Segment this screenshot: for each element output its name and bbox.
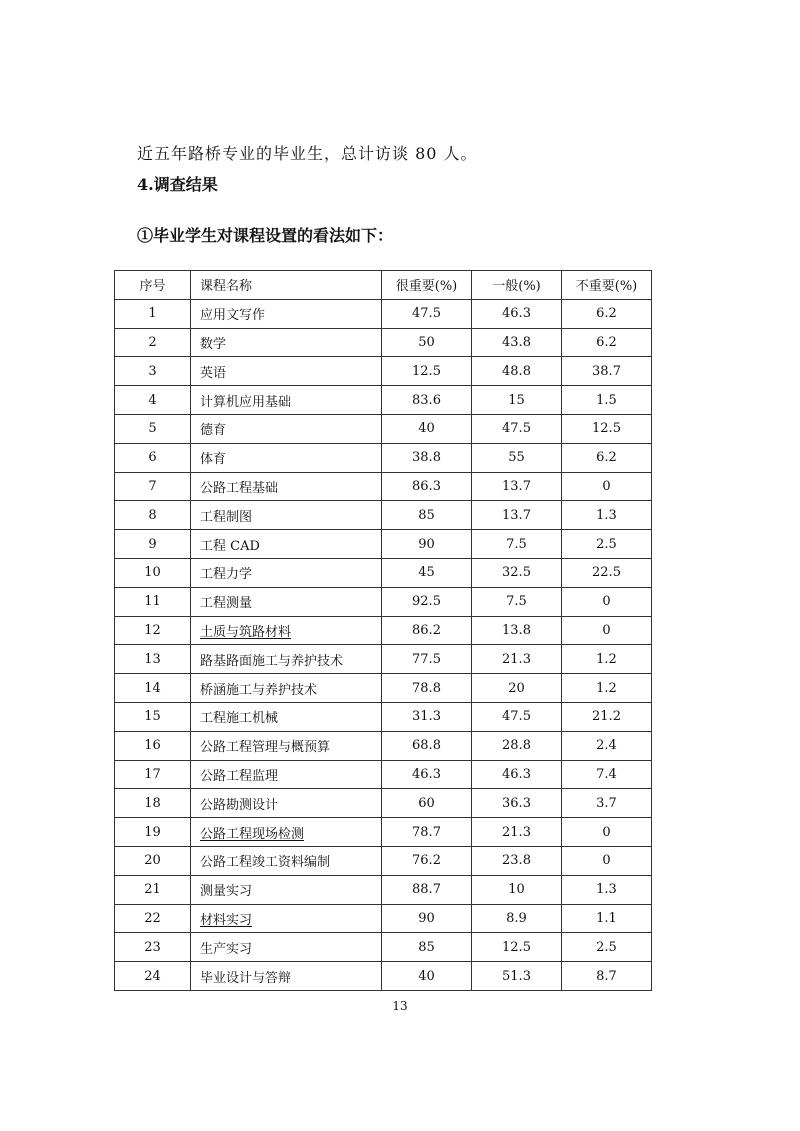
row-very-important: 88.7 bbox=[382, 875, 472, 904]
row-index: 7 bbox=[115, 472, 191, 501]
row-course-name: 公路工程管理与概预算 bbox=[191, 731, 382, 760]
intro-text: 近五年路桥专业的毕业生，总计访谈 80 人。 bbox=[137, 144, 478, 163]
row-normal: 12.5 bbox=[472, 933, 562, 962]
row-very-important: 60 bbox=[382, 789, 472, 818]
header-very-important: 很重要(%) bbox=[382, 271, 472, 300]
row-index: 23 bbox=[115, 933, 191, 962]
row-normal: 55 bbox=[472, 443, 562, 472]
row-not-important: 1.2 bbox=[562, 645, 652, 674]
row-very-important: 46.3 bbox=[382, 760, 472, 789]
row-index: 1 bbox=[115, 299, 191, 328]
row-index: 11 bbox=[115, 587, 191, 616]
table-row bbox=[115, 818, 652, 847]
row-normal: 7.5 bbox=[472, 587, 562, 616]
row-very-important: 92.5 bbox=[382, 587, 472, 616]
row-very-important: 45 bbox=[382, 558, 472, 587]
row-normal: 21.3 bbox=[472, 818, 562, 847]
row-index: 9 bbox=[115, 530, 191, 559]
row-not-important: 1.2 bbox=[562, 674, 652, 703]
row-very-important: 86.3 bbox=[382, 472, 472, 501]
row-very-important: 12.5 bbox=[382, 357, 472, 386]
row-course-name: 毕业设计与答辩 bbox=[191, 962, 382, 991]
row-not-important: 6.2 bbox=[562, 299, 652, 328]
row-index: 18 bbox=[115, 789, 191, 818]
page-number: 13 bbox=[392, 999, 408, 1013]
row-very-important: 90 bbox=[382, 530, 472, 559]
row-index: 4 bbox=[115, 386, 191, 415]
row-very-important: 78.8 bbox=[382, 674, 472, 703]
row-very-important: 40 bbox=[382, 414, 472, 443]
row-course-name: 体育 bbox=[191, 443, 382, 472]
row-normal: 15 bbox=[472, 386, 562, 415]
row-very-important: 40 bbox=[382, 962, 472, 991]
row-course-name: 公路勘测设计 bbox=[191, 789, 382, 818]
row-not-important: 0 bbox=[562, 587, 652, 616]
course-survey-table bbox=[114, 270, 652, 991]
row-very-important: 85 bbox=[382, 501, 472, 530]
table-row bbox=[115, 846, 652, 875]
row-normal: 36.3 bbox=[472, 789, 562, 818]
row-not-important: 2.5 bbox=[562, 933, 652, 962]
row-index: 6 bbox=[115, 443, 191, 472]
row-normal: 13.7 bbox=[472, 472, 562, 501]
table-row bbox=[115, 299, 652, 328]
row-normal: 47.5 bbox=[472, 414, 562, 443]
row-course-name: 公路工程基础 bbox=[191, 472, 382, 501]
table-row bbox=[115, 530, 652, 559]
row-normal: 51.3 bbox=[472, 962, 562, 991]
row-not-important: 12.5 bbox=[562, 414, 652, 443]
row-very-important: 50 bbox=[382, 328, 472, 357]
row-normal: 43.8 bbox=[472, 328, 562, 357]
row-course-name: 生产实习 bbox=[191, 933, 382, 962]
row-very-important: 90 bbox=[382, 904, 472, 933]
row-not-important: 3.7 bbox=[562, 789, 652, 818]
row-course-name: 工程 CAD bbox=[191, 530, 382, 559]
row-not-important: 7.4 bbox=[562, 760, 652, 789]
row-very-important: 68.8 bbox=[382, 731, 472, 760]
row-not-important: 38.7 bbox=[562, 357, 652, 386]
header-course-name: 课程名称 bbox=[191, 271, 382, 300]
row-index: 8 bbox=[115, 501, 191, 530]
table-row bbox=[115, 328, 652, 357]
table-row bbox=[115, 962, 652, 991]
row-course-name: 德育 bbox=[191, 414, 382, 443]
row-not-important: 1.1 bbox=[562, 904, 652, 933]
row-normal: 21.3 bbox=[472, 645, 562, 674]
row-course-name: 土质与筑路材料 bbox=[191, 616, 382, 645]
row-not-important: 0 bbox=[562, 846, 652, 875]
row-very-important: 31.3 bbox=[382, 702, 472, 731]
row-normal: 10 bbox=[472, 875, 562, 904]
row-course-name: 公路工程竣工资料编制 bbox=[191, 846, 382, 875]
row-very-important: 78.7 bbox=[382, 818, 472, 847]
row-not-important: 6.2 bbox=[562, 328, 652, 357]
row-very-important: 38.8 bbox=[382, 443, 472, 472]
row-course-name: 工程力学 bbox=[191, 558, 382, 587]
table-row bbox=[115, 731, 652, 760]
row-course-name: 工程测量 bbox=[191, 587, 382, 616]
row-very-important: 85 bbox=[382, 933, 472, 962]
row-index: 22 bbox=[115, 904, 191, 933]
table-row bbox=[115, 357, 652, 386]
row-index: 5 bbox=[115, 414, 191, 443]
row-course-name: 计算机应用基础 bbox=[191, 386, 382, 415]
row-index: 16 bbox=[115, 731, 191, 760]
row-normal: 8.9 bbox=[472, 904, 562, 933]
table-row bbox=[115, 616, 652, 645]
row-normal: 48.8 bbox=[472, 357, 562, 386]
row-index: 19 bbox=[115, 818, 191, 847]
table-row bbox=[115, 501, 652, 530]
row-not-important: 8.7 bbox=[562, 962, 652, 991]
row-normal: 13.8 bbox=[472, 616, 562, 645]
row-very-important: 76.2 bbox=[382, 846, 472, 875]
row-very-important: 77.5 bbox=[382, 645, 472, 674]
row-course-name: 材料实习 bbox=[191, 904, 382, 933]
row-very-important: 83.6 bbox=[382, 386, 472, 415]
table-row bbox=[115, 558, 652, 587]
header-not-important: 不重要(%) bbox=[562, 271, 652, 300]
row-course-name: 路基路面施工与养护技术 bbox=[191, 645, 382, 674]
header-index: 序号 bbox=[115, 271, 191, 300]
row-not-important: 0 bbox=[562, 616, 652, 645]
table-row bbox=[115, 702, 652, 731]
table-row bbox=[115, 933, 652, 962]
row-normal: 47.5 bbox=[472, 702, 562, 731]
row-not-important: 6.2 bbox=[562, 443, 652, 472]
sub-heading: ①毕业学生对课程设置的看法如下： bbox=[137, 226, 394, 245]
row-not-important: 1.5 bbox=[562, 386, 652, 415]
row-index: 10 bbox=[115, 558, 191, 587]
table-row bbox=[115, 875, 652, 904]
row-not-important: 2.4 bbox=[562, 731, 652, 760]
row-index: 12 bbox=[115, 616, 191, 645]
row-not-important: 0 bbox=[562, 472, 652, 501]
row-index: 17 bbox=[115, 760, 191, 789]
table-row bbox=[115, 789, 652, 818]
section-heading: 4.调查结果 bbox=[137, 175, 218, 194]
table-row bbox=[115, 386, 652, 415]
row-index: 20 bbox=[115, 846, 191, 875]
row-course-name: 工程施工机械 bbox=[191, 702, 382, 731]
table-row bbox=[115, 414, 652, 443]
row-course-name: 公路工程监理 bbox=[191, 760, 382, 789]
header-normal: 一般(%) bbox=[472, 271, 562, 300]
row-not-important: 22.5 bbox=[562, 558, 652, 587]
row-not-important: 1.3 bbox=[562, 875, 652, 904]
table-row bbox=[115, 760, 652, 789]
row-index: 24 bbox=[115, 962, 191, 991]
table-row bbox=[115, 645, 652, 674]
row-very-important: 47.5 bbox=[382, 299, 472, 328]
row-course-name: 工程制图 bbox=[191, 501, 382, 530]
row-normal: 13.7 bbox=[472, 501, 562, 530]
table-row bbox=[115, 472, 652, 501]
row-index: 14 bbox=[115, 674, 191, 703]
row-not-important: 21.2 bbox=[562, 702, 652, 731]
row-normal: 32.5 bbox=[472, 558, 562, 587]
row-not-important: 0 bbox=[562, 818, 652, 847]
row-course-name: 英语 bbox=[191, 357, 382, 386]
row-normal: 23.8 bbox=[472, 846, 562, 875]
row-course-name: 桥涵施工与养护技术 bbox=[191, 674, 382, 703]
row-index: 21 bbox=[115, 875, 191, 904]
table-row bbox=[115, 587, 652, 616]
row-course-name: 应用文写作 bbox=[191, 299, 382, 328]
row-normal: 28.8 bbox=[472, 731, 562, 760]
table-row bbox=[115, 443, 652, 472]
row-index: 3 bbox=[115, 357, 191, 386]
row-not-important: 2.5 bbox=[562, 530, 652, 559]
row-normal: 20 bbox=[472, 674, 562, 703]
row-not-important: 1.3 bbox=[562, 501, 652, 530]
table-row bbox=[115, 674, 652, 703]
row-course-name: 数学 bbox=[191, 328, 382, 357]
row-normal: 7.5 bbox=[472, 530, 562, 559]
row-normal: 46.3 bbox=[472, 760, 562, 789]
row-index: 13 bbox=[115, 645, 191, 674]
row-index: 2 bbox=[115, 328, 191, 357]
row-index: 15 bbox=[115, 702, 191, 731]
row-course-name: 公路工程现场检测 bbox=[191, 818, 382, 847]
row-course-name: 测量实习 bbox=[191, 875, 382, 904]
row-very-important: 86.2 bbox=[382, 616, 472, 645]
row-normal: 46.3 bbox=[472, 299, 562, 328]
table-row bbox=[115, 904, 652, 933]
table-header-row bbox=[115, 271, 652, 300]
